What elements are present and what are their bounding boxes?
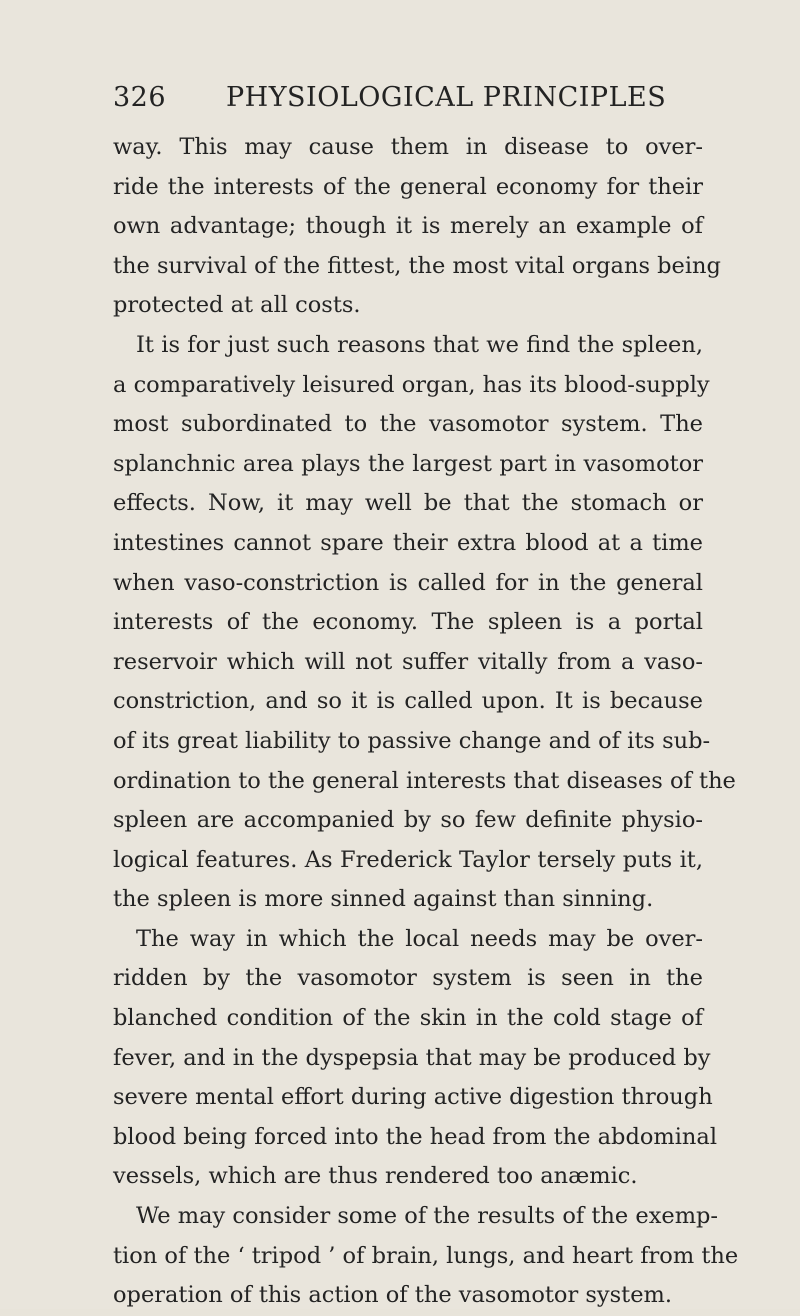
text-line: tion of the ‘ tripod ’ of brain, lungs, and heart from the (113, 1242, 739, 1269)
text-line: It is for just such reasons that we find the spleen, (136, 331, 703, 358)
text-line: The way in which the local needs may be over- (136, 925, 703, 952)
text-line: splanchnic area plays the largest part in vasomotor (113, 450, 703, 477)
text-line: spleen are accompanied by so few definite physio- (113, 807, 703, 834)
text-line: protected at all costs. (113, 292, 361, 319)
page-header (113, 82, 703, 122)
text-line: blanched condition of the skin in the cold stage of (113, 1005, 703, 1032)
text-line: most subordinated to the vasomotor system. The (113, 411, 703, 438)
page-number: 326 (113, 82, 167, 113)
text-line: the survival of the fittest, the most vital organs being (113, 252, 721, 279)
text-line: blood being forced into the head from the abdominal (113, 1123, 718, 1150)
text-line: intestines cannot spare their extra blood at a time (113, 529, 703, 556)
text-line: operation of this action of the vasomotor system. (113, 1282, 673, 1309)
text-line: severe mental effort during active digestion through (113, 1084, 713, 1111)
text-line: ordination to the general interests that diseases of the (113, 767, 736, 794)
running-head: PHYSIOLOGICAL PRINCIPLES (226, 82, 667, 113)
text-line: vessels, which are thus rendered too anæmic. (113, 1163, 638, 1190)
text-line: ride the interests of the general economy for their (113, 173, 703, 200)
text-line: fever, and in the dyspepsia that may be produced by (113, 1044, 711, 1071)
text-line: logical features. As Frederick Taylor tersely puts it, (113, 846, 703, 873)
text-line: interests of the economy. The spleen is a portal (113, 609, 703, 636)
text-line: a comparatively leisured organ, has its blood-supply (113, 371, 710, 398)
text-line: reservoir which will not suffer vitally from a vaso- (113, 648, 703, 675)
text-line: effects. Now, it may well be that the stomach or (113, 490, 703, 517)
text-line: We may consider some of the results of the exemp- (136, 1203, 719, 1230)
text-line: ridden by the vasomotor system is seen in the (113, 965, 703, 992)
text-line: constriction, and so it is called upon. It is because (113, 688, 703, 715)
text-line: own advantage; though it is merely an example of (113, 213, 703, 240)
text-line: of its great liability to passive change and of its sub- (113, 727, 711, 754)
body-text (113, 128, 739, 1316)
text-line: when vaso-constriction is called for in the general (113, 569, 703, 596)
text-line: way. This may cause them in disease to over- (113, 134, 703, 160)
text-line: the spleen is more sinned against than sinning. (113, 886, 654, 913)
